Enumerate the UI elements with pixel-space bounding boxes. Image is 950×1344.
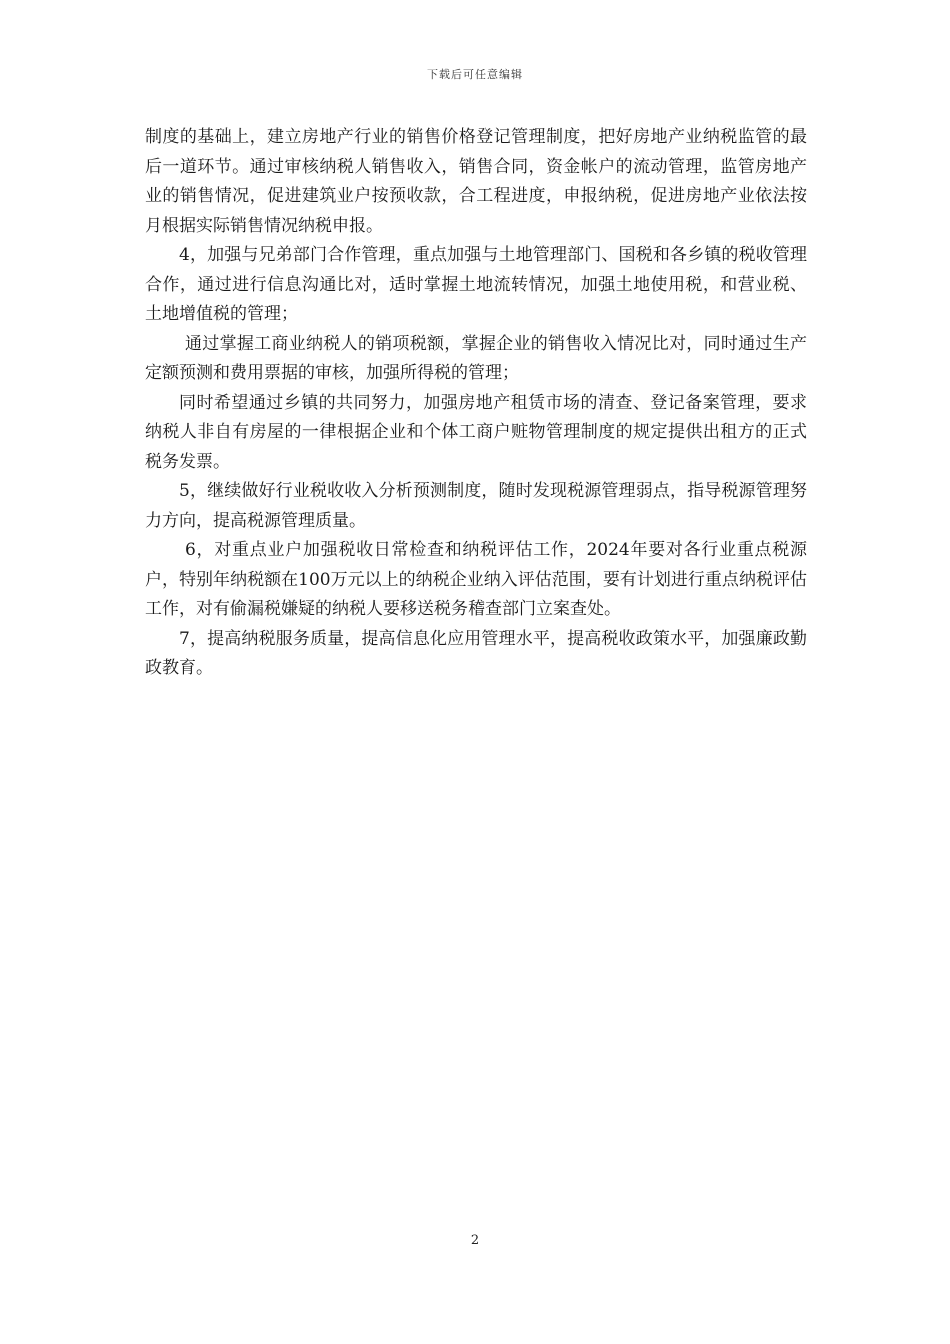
- paragraph-item-5: 5，继续做好行业税收收入分析预测制度，随时发现税源管理弱点，指导税源管理努力方向，提高税源管理质量。: [145, 481, 807, 531]
- paragraph-rental-market: 同时希望通过乡镇的共同努力，加强房地产租赁市场的清查、登记备案管理，要求纳税人非自有房屋的一律根据企业和个体工商户赃物管理制度的规定提供出租方的正式税务发票。: [145, 392, 807, 472]
- paragraph-sales-tax: 通过掌握工商业纳税人的销项税额，掌握企业的销售收入情况比对，同时通过生产定额预测和费用票据的审核，加强所得税的管理；: [145, 333, 807, 383]
- page-header: 下载后可任意编辑: [427, 68, 523, 81]
- paragraph-continuation: 制度的基础上，建立房地产行业的销售价格登记管理制度，把好房地产业纳税监管的最后一道环节。通过审核纳税人销售收入，销售合同，资金帐户的流动管理，监管房地产业的销售情况，促进建筑业户按预收款，合工程进度，申报纳税，促进房地产业依法按月根据实际销售情况纳税申报。: [145, 127, 807, 236]
- paragraph-item-6: 6，对重点业户加强税收日常检查和纳税评估工作，2024年要对各行业重点税源户，特别年纳税额在100万元以上的纳税企业纳入评估范围，要有计划进行重点纳税评估工作，对有偷漏税嫌疑的纳税人要移送税务稽查部门立案查处。: [145, 540, 807, 619]
- paragraph-item-4: 4，加强与兄弟部门合作管理，重点加强与土地管理部门、国税和各乡镇的税收管理合作，通过进行信息沟通比对，适时掌握土地流转情况，加强土地使用税，和营业税、土地增值税的管理；: [145, 245, 807, 324]
- page-number: 2: [470, 1233, 480, 1248]
- document-body: [145, 123, 807, 684]
- paragraph-item-7: 7，提高纳税服务质量，提高信息化应用管理水平，提高税收政策水平，加强廉政勤政教育。: [145, 628, 807, 678]
